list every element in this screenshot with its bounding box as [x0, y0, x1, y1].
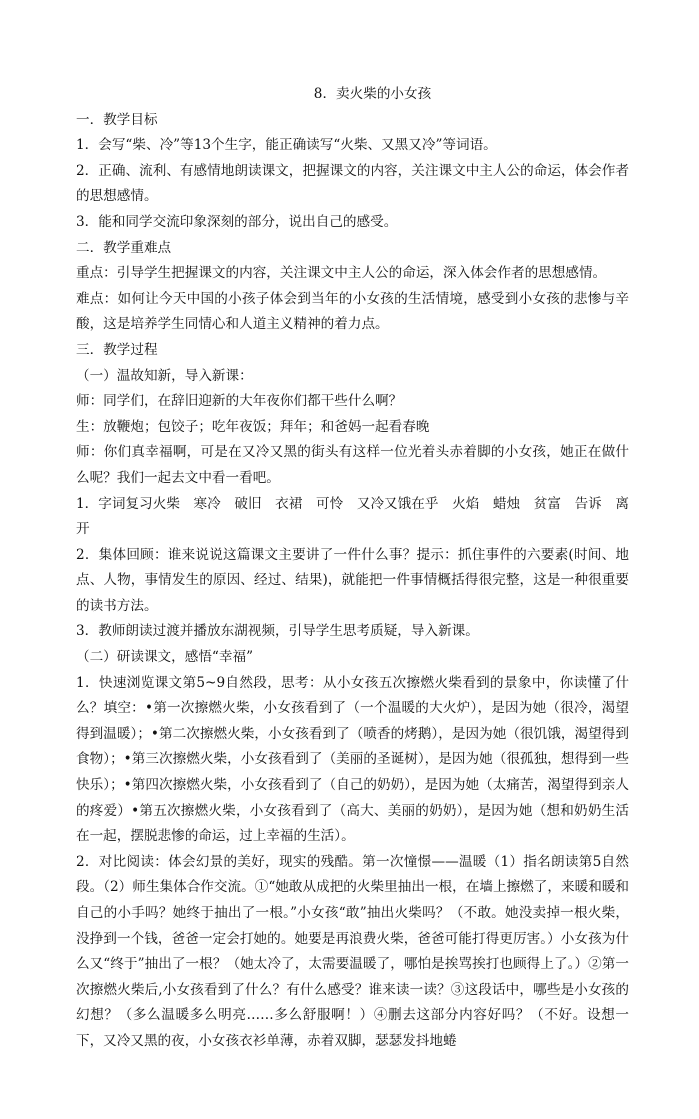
section-heading-objectives: 一．教学目标 — [76, 111, 158, 128]
objective-2: 2．正确、流利、有感情地朗读课文，把握课文的内容，关注课文中主人公的命运，体会作者的思想感情。 — [76, 162, 629, 205]
document-body — [76, 82, 629, 1055]
objective-1: 1．会写“柴、冷”等13个生字，能正确读写“火柴、又黑又冷”等词语。 — [76, 137, 497, 154]
teacher-transition: 3．教师朗读过渡并播放东湖视频，引导学生思考质疑，导入新课。 — [76, 623, 479, 640]
study-step-2: 2．对比阅读：体会幻景的美好，现实的残酷。第一次憧憬——温暖（1）指名朗读第5自然段。（2）师生集体合作交流。①“她敢从成把的火柴里抽出一根，在墙上擦燃了，来暖和暖和自己的小手吗？她终于抽出了一根。”小女孩“敢”抽出火柴吗？（不敢。她没卖掉一根火柴，没挣到一个钱，爸爸一定会打她的。她要是再浪费火柴，爸爸可能打得更厉害。）小女孩为什么又“终于”抽出了一根？（她太冷了，太需要温暖了，哪怕是挨骂挨打也顾得上了。）②第一次擦燃火柴后,小女孩看到了什么？有什么感受？谁来读一读？③这段话中，哪些是小女孩的幻想？（多么温暖多么明亮……多么舒服啊！）④删去这部分内容好吗？（不好。设想一下，又冷又黑的夜，小女孩衣衫单薄，赤着双脚，瑟瑟发抖地蜷 — [76, 853, 629, 1049]
subsection-heading-study: （二）研读课文，感悟“幸福” — [76, 649, 254, 666]
teacher-line-2: 师：你们真幸福啊，可是在又冷又黑的街头有这样一位光着头赤着脚的小女孩，她正在做什么呢？我们一起去文中看一看吧。 — [76, 444, 629, 486]
group-review: 2．集体回顾：谁来说说这篇课文主要讲了一件什么事？提示：抓住事件的六要素(时间、地点、人物，事情发生的原因、经过、结果)，就能把一件事情概括得很完整，这是一种很重要的读书方法。 — [76, 546, 629, 614]
student-line: 生：放鞭炮；包饺子；吃年夜饭；拜年；和爸妈一起看春晚 — [76, 418, 430, 435]
section-heading-key-points: 二．教学重难点 — [76, 239, 172, 256]
section-heading-process: 三．教学过程 — [76, 341, 158, 358]
key-point: 重点：引导学生把握课文的内容，关注课文中主人公的命运，深入体会作者的思想感情。 — [76, 265, 607, 282]
subsection-heading-intro: （一）温故知新，导入新课： — [76, 367, 253, 384]
teacher-line-1: 师：同学们，在辞旧迎新的大年夜你们都干些什么啊？ — [76, 393, 403, 410]
difficult-point: 难点：如何让今天中国的小孩子体会到当年的小女孩的生活情境，感受到小女孩的悲惨与辛酸，这是培养学生同情心和人道主义精神的着力点。 — [76, 290, 629, 333]
vocabulary-review: 1．字词复习火柴 寒冷 破旧 衣裙 可怜 又冷又饿在乎 火焰 蜡烛 贫富 告诉 离开 — [76, 495, 629, 538]
document-title: 8．卖火柴的小女孩 — [313, 86, 432, 102]
study-step-1: 1．快速浏览课文第5~9自然段，思考：从小女孩五次擦燃火柴看到的景象中，你读懂了什么？填空：•第一次擦燃火柴，小女孩看到了（一个温暖的大火炉），是因为她（很冷，渴望得到温暖）；•第二次擦燃火柴，小女孩看到了（喷香的烤鹅），是因为她（很饥饿，渴望得到食物）；•第三次擦燃火柴，小女孩看到了（美丽的圣诞树），是因为她（很孤独，想得到一些快乐）；•第四次擦燃火柴，小女孩看到了（自己的奶奶），是因为她（太痛苦，渴望得到亲人的疼爱）•第五次擦燃火柴，小女孩看到了（高大、美丽的奶奶），是因为她（想和奶奶生活在一起，摆脱悲惨的命运，过上幸福的生活）。 — [76, 674, 629, 845]
objective-3: 3．能和同学交流印象深刻的部分，说出自己的感受。 — [76, 213, 398, 230]
